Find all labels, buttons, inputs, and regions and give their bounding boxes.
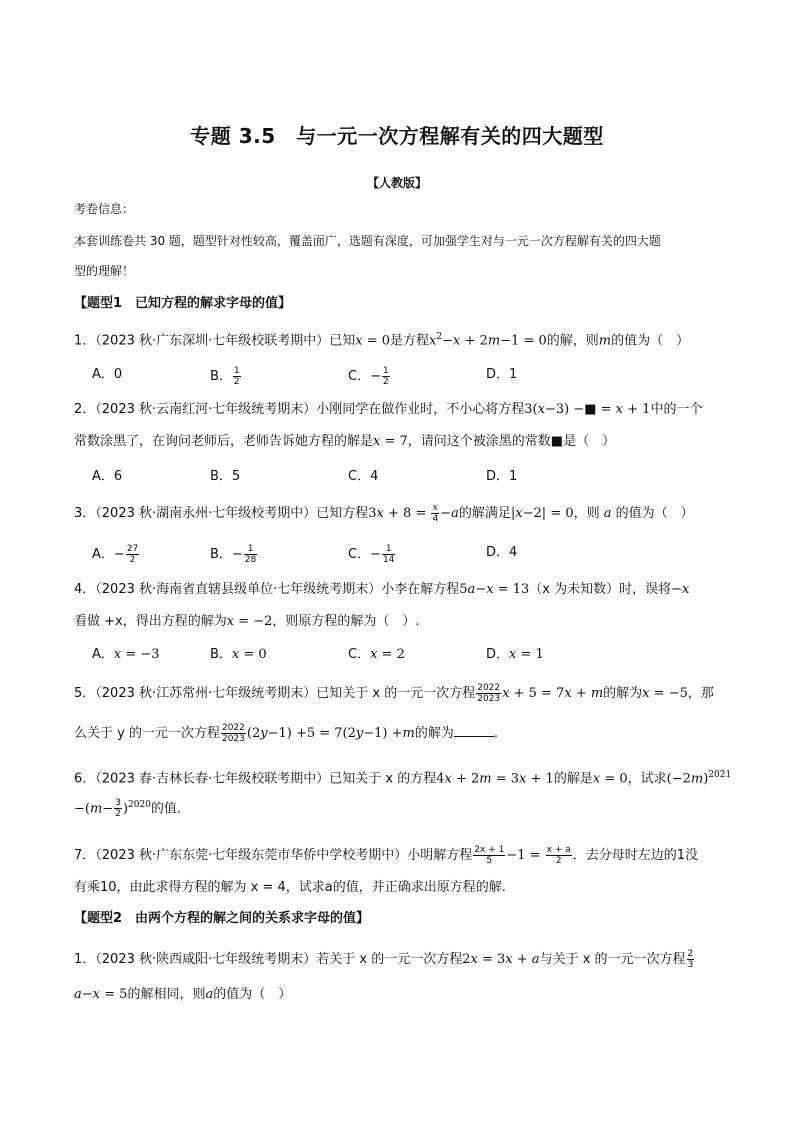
s1-q3-option-c[interactable]: C．− $\frac{1}{14}$	[348, 544, 395, 565]
s2-q1-line-2: a−x = 5的解相同，则a的值为（ ）	[74, 987, 292, 1002]
s1-q6-line-1: 6．（2023 春·吉林长春·七年级校联考期中）已知关于 x 的方程4x + 2m = 3x + 1的解是x = 0，试求$(-2m)^{2021}$	[74, 770, 732, 787]
s1-q3-option-a[interactable]: A．− $\frac{27}{2}$	[92, 544, 139, 565]
s1-q4-option-b[interactable]: B．x = 0	[210, 647, 267, 662]
page-title: 专题 3.5 与一元一次方程解有关的四大题型	[190, 124, 604, 148]
s1-q6-line-2: −(m− $\frac{3}{2}$ )$^{2020}$的值.	[74, 798, 182, 820]
answer-blank[interactable]	[454, 724, 494, 737]
s1-q2-line-1: 2．（2023 秋·云南红河·七年级统考期末）小刚同学在做作业时，不小心将方程3(x−3) −■ = x + 1中的一个	[74, 402, 703, 417]
s1-q1-option-b[interactable]: B． $\frac{1}{2}$	[210, 366, 240, 387]
s1-q4-option-a[interactable]: A．x = −3	[92, 647, 160, 662]
section-1-title: 【题型1 已知方程的解求字母的值】	[74, 296, 292, 311]
s1-q4-option-c[interactable]: C．x = 2	[348, 647, 405, 662]
s1-q3-option-b[interactable]: B．− $\frac{1}{28}$	[210, 544, 257, 565]
s1-q7-line-2: 有乘10，由此求得方程的解为 x = 4，试求a的值，并正确求出原方程的解.	[74, 880, 506, 895]
s1-q4-option-d[interactable]: D．x = 1	[486, 647, 544, 662]
s1-q7-line-1: 7．（2023 秋·广东东莞·七年级东莞市华侨中学校考期中）小明解方程 $\frac{2x + 1}{5}$ −1 = $\frac{x + a}{2}$ ．去分母时左边的1没	[74, 845, 699, 866]
s2-q1-line-1: 1．（2023 秋·陕西咸阳·七年级统考期末）若关于 x 的一元一次方程2x = 3x + a与关于 x 的一元一次方程 $\frac{2}{3}$	[74, 949, 694, 970]
s1-q1-option-a[interactable]: A．0	[92, 367, 123, 382]
edition-label: 【人教版】	[366, 176, 427, 190]
s1-q2-option-c[interactable]: C．4	[348, 469, 379, 484]
s1-q5-line-2: 么关于 y 的一元一次方程 $\frac{2022}{2023}$ (2y−1) +5 = 7(2y−1) +m的解为 .	[74, 723, 498, 744]
s1-q2-option-b[interactable]: B．5	[210, 469, 241, 484]
section-2-title: 【题型2 由两个方程的解之间的关系求字母的值】	[74, 911, 370, 926]
s1-q5-line-1: 5．（2023 秋·江苏常州·七年级统考期末）已知关于 x 的一元一次方程 $\frac{2022}{2023}$ x + 5 = 7x + m的解为x = −5，那	[74, 683, 714, 704]
s1-q1-option-d[interactable]: D．1	[486, 367, 518, 382]
s1-q3-option-d[interactable]: D．4	[486, 545, 518, 560]
info-label: 考卷信息：	[74, 202, 135, 216]
info-line-1: 本套训练卷共 30 题，题型针对性较高，覆盖面广，选题有深度，可加强学生对与一元一次方程解有关的四大题	[74, 234, 661, 248]
s1-q4-line-1: 4．（2023 秋·海南省直辖县级单位·七年级统考期末）小李在解方程5a−x = 13（x 为未知数）时，误将−x	[74, 582, 690, 597]
s1-q3: 3．（2023 秋·湖南永州·七年级校考期中）已知方程3x + 8 = $\frac{x}{4}$ −a的解满足|x−2| = 0，则 a 的值为（ ）	[74, 503, 694, 524]
s1-q2-line-2: 常数涂黑了，在询问老师后，老师告诉她方程的解是x = 7，请问这个被涂黑的常数■是（ ）	[74, 434, 616, 449]
s1-q4-line-2: 看做 +x，得出方程的解为x = −2，则原方程的解为（ ）.	[74, 614, 420, 629]
s1-q1-option-c[interactable]: C．− $\frac{1}{2}$	[348, 366, 389, 387]
s1-q2-option-d[interactable]: D．1	[486, 469, 518, 484]
s1-q1: 1．（2023 秋·广东深圳·七年级校联考期中）已知x = 0是方程$x^2-x + 2m-1 = 0$的解，则m的值为（ ）	[74, 332, 690, 349]
info-line-2: 型的理解！	[74, 264, 135, 278]
s1-q2-option-a[interactable]: A．6	[92, 469, 123, 484]
